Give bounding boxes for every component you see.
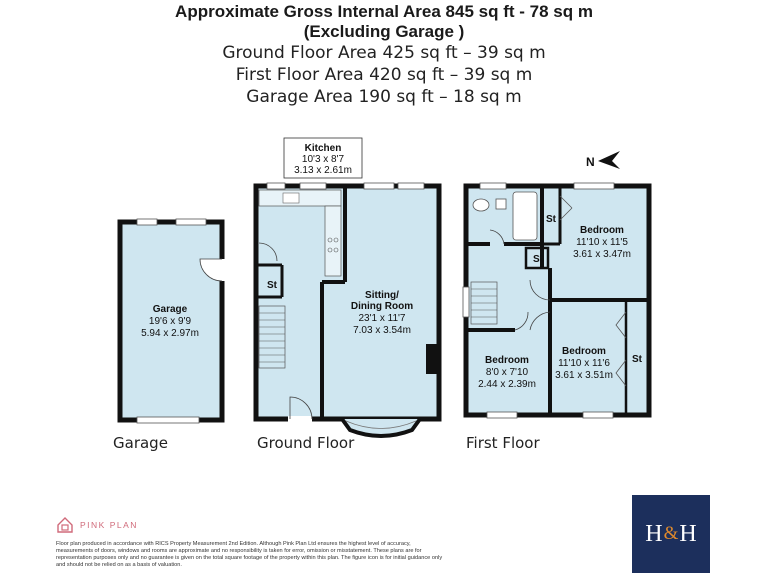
kitchen-room-imperial: 10'3 x 8'7 — [301, 154, 345, 165]
garage-room-imperial: 19'6 x 9'9 — [148, 316, 192, 327]
bedroom2-metric: 3.61 x 3.51m — [555, 370, 613, 381]
agent-logo-ampersand: & — [663, 523, 679, 544]
kitchen-room-name: Kitchen — [304, 143, 342, 154]
kitchen-room-metric: 3.13 x 2.61m — [294, 165, 352, 176]
agent-logo-left-letter: H — [645, 520, 663, 547]
garage-window-top-right — [176, 219, 206, 225]
garage-area: Garage Area 190 sq ft – 18 sq m — [246, 87, 522, 107]
garage-window-top-left — [137, 219, 157, 225]
title-excluding-garage: (Excluding Garage ) — [303, 22, 465, 41]
kitchen-counter-top — [259, 190, 341, 206]
bedroom3-metric: 2.44 x 2.39m — [478, 379, 536, 390]
first-floor-plan — [463, 183, 649, 418]
sitting-window-right — [398, 183, 424, 189]
kitchen-counter-side — [325, 206, 341, 276]
bedroom2-store-label: St — [632, 354, 642, 365]
bedroom1-store-label: St — [546, 214, 556, 225]
title-gross-area: Approximate Gross Internal Area 845 sq ft - 78 sq m — [175, 2, 593, 21]
kitchen-window-right — [300, 183, 326, 189]
sitting-room-name-1: Sitting/ — [365, 290, 399, 301]
garage-plan — [120, 219, 226, 423]
pink-plan-brand-name: PINK PLAN — [80, 520, 138, 530]
bathtub — [513, 192, 537, 240]
ground-store-label: St — [267, 280, 277, 291]
agent-logo-right-letter: H — [679, 520, 697, 547]
bedroom1-imperial: 11'10 x 11'5 — [576, 237, 628, 248]
ground-floor-area: Ground Floor Area 425 sq ft – 39 sq m — [222, 43, 546, 63]
caption-first-floor: First Floor — [466, 434, 540, 452]
bedroom2-imperial: 11'10 x 11'6 — [558, 358, 610, 369]
pink-plan-logo-icon — [56, 516, 74, 534]
sitting-room-metric: 7.03 x 3.54m — [353, 325, 411, 336]
garage-door-bottom — [137, 417, 199, 423]
bedroom2-name: Bedroom — [562, 346, 606, 357]
compass-north-icon — [586, 151, 620, 169]
ground-floor-plan — [256, 138, 439, 436]
garage-room-metric: 5.94 x 2.97m — [141, 328, 199, 339]
caption-ground-floor: Ground Floor — [257, 434, 355, 452]
bedroom3-imperial: 8'0 x 7'10 — [485, 367, 529, 378]
basin — [496, 199, 506, 209]
sitting-room-name-2: Dining Room — [350, 301, 414, 312]
first-floor-area: First Floor Area 420 sq ft – 39 sq m — [235, 65, 533, 85]
landing-store-label: St — [533, 254, 543, 265]
sitting-room-imperial: 23'1 x 11'7 — [358, 313, 406, 324]
fireplace — [426, 344, 437, 374]
toilet — [473, 199, 489, 211]
bedroom1-metric: 3.61 x 3.47m — [573, 249, 631, 260]
compass-label: N — [586, 155, 595, 169]
caption-garage: Garage — [113, 434, 168, 452]
sitting-window-left — [364, 183, 394, 189]
bedroom1-name: Bedroom — [580, 225, 624, 236]
kitchen-sink — [283, 193, 299, 203]
garage-room-name: Garage — [152, 304, 188, 315]
floor-plan-disclaimer: Floor plan produced in accordance with RICS Property Measurement 2nd Edition. Although Pink Plan Ltd ensures the highest level of accuracy, measurements of doors, windows and rooms are approximate and no responsibility is taken for error, omission or misstatement. These plans are for representation purposes only and no guarantee is given on the total square footage of the property within this plan. The figure icon is for initial guidance only and should not be relied on as a basis of valuation. — [56, 541, 443, 568]
kitchen-window-left — [267, 183, 285, 189]
agent-logo — [632, 495, 710, 573]
bedroom3-name: Bedroom — [485, 355, 529, 366]
